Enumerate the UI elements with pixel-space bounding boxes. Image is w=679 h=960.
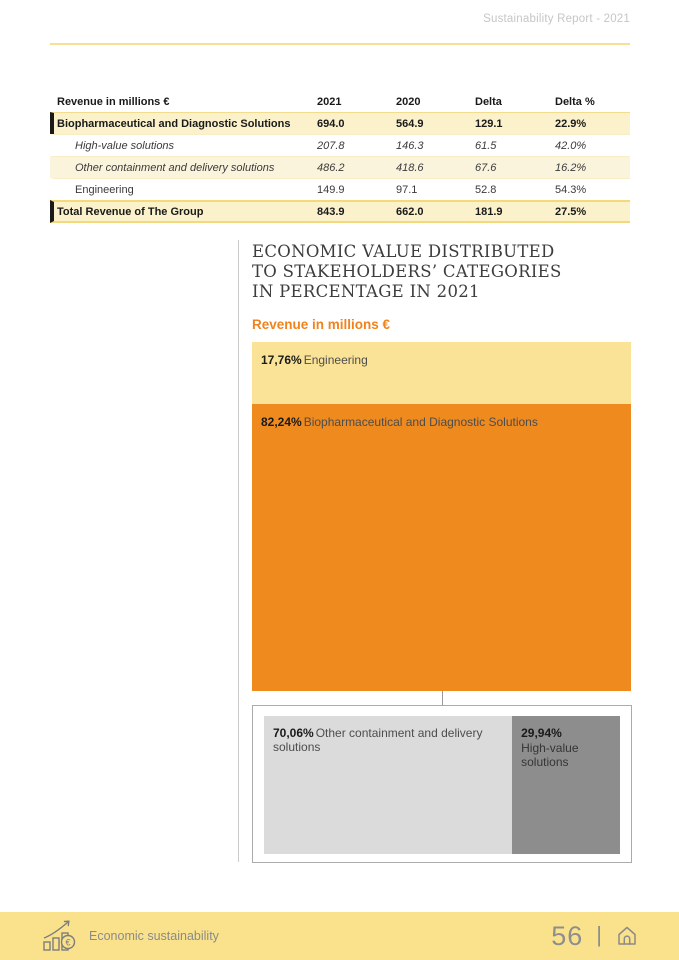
figure-title: ECONOMIC VALUE DISTRIBUTED TO STAKEHOLDERS’ CATEGORIES IN PERCENTAGE IN 2021 (252, 242, 562, 301)
footer-bar (0, 912, 679, 960)
column-header-2021: 2021 (317, 95, 342, 108)
cell-delta: 61.5 (475, 139, 497, 152)
table-row-engineering (50, 178, 630, 200)
cell-delta-pct: 54.3% (555, 183, 587, 196)
page-separator: | (596, 922, 602, 947)
cell-delta: 52.8 (475, 183, 497, 196)
treemap-figure (238, 240, 632, 862)
row-label: High-value solutions (75, 139, 175, 152)
treemap-block-biopharma (252, 404, 631, 691)
block-label: Other containment and delivery solutions (273, 726, 483, 754)
row-label: Total Revenue of The Group (57, 205, 204, 218)
block-label: Engineering (303, 353, 368, 367)
column-header-delta-pct: Delta % (555, 95, 595, 108)
table-row-other-containment (50, 156, 630, 178)
block-label: Biopharmaceutical and Diagnostic Solutions (303, 415, 538, 429)
column-header-revenue: Revenue in millions € (57, 95, 170, 108)
cell-2021: 486.2 (317, 161, 345, 174)
cell-2020: 146.3 (396, 139, 424, 152)
column-header-delta: Delta (475, 95, 502, 108)
table-row-biopharma (50, 112, 630, 134)
economic-growth-chart-icon (40, 918, 80, 954)
svg-text:€: € (65, 937, 71, 948)
block-percentage: 82,24% (261, 415, 302, 429)
cell-delta: 67.6 (475, 161, 497, 174)
block-label: High-value solutions (521, 741, 579, 769)
footer-pagination (551, 921, 639, 952)
treemap-block-other-containment (264, 716, 512, 854)
column-header-2020: 2020 (396, 95, 421, 108)
cell-2020: 418.6 (396, 161, 424, 174)
cell-2021: 843.9 (317, 205, 345, 218)
cell-2020: 662.0 (396, 205, 424, 218)
block-percentage: 70,06% (273, 726, 314, 740)
cell-2020: 564.9 (396, 117, 424, 130)
cell-delta-pct: 16.2% (555, 161, 587, 174)
row-label: Biopharmaceutical and Diagnostic Solutions (57, 117, 291, 130)
treemap-block-engineering (252, 342, 631, 404)
revenue-table (50, 91, 630, 223)
page-number: 56 (551, 920, 584, 951)
treemap-block-high-value (512, 716, 620, 854)
block-percentage: 17,76% (261, 353, 302, 367)
figure-subtitle: Revenue in millions € (252, 317, 391, 332)
table-row-high-value (50, 134, 630, 156)
cell-delta-pct: 42.0% (555, 139, 587, 152)
block-percentage: 29,94% (521, 726, 562, 740)
cell-delta-pct: 22.9% (555, 117, 587, 130)
cell-2021: 149.9 (317, 183, 345, 196)
table-row-total (50, 200, 630, 223)
cell-2021: 207.8 (317, 139, 345, 152)
cell-delta: 181.9 (475, 205, 503, 218)
cell-2020: 97.1 (396, 183, 418, 196)
table-header-row (50, 91, 630, 112)
cell-delta: 129.1 (475, 117, 503, 130)
row-label: Engineering (75, 183, 134, 196)
footer-section (40, 918, 219, 954)
cell-delta-pct: 27.5% (555, 205, 587, 218)
connector-line (442, 691, 443, 705)
footer-section-label: Economic sustainability (89, 929, 219, 943)
biopharma-breakdown-box (252, 705, 632, 863)
running-header: Sustainability Report - 2021 (483, 13, 630, 25)
connector (252, 691, 631, 705)
cell-2021: 694.0 (317, 117, 345, 130)
home-icon[interactable] (615, 924, 639, 948)
header-divider (50, 43, 630, 45)
row-label: Other containment and delivery solutions (75, 161, 275, 174)
